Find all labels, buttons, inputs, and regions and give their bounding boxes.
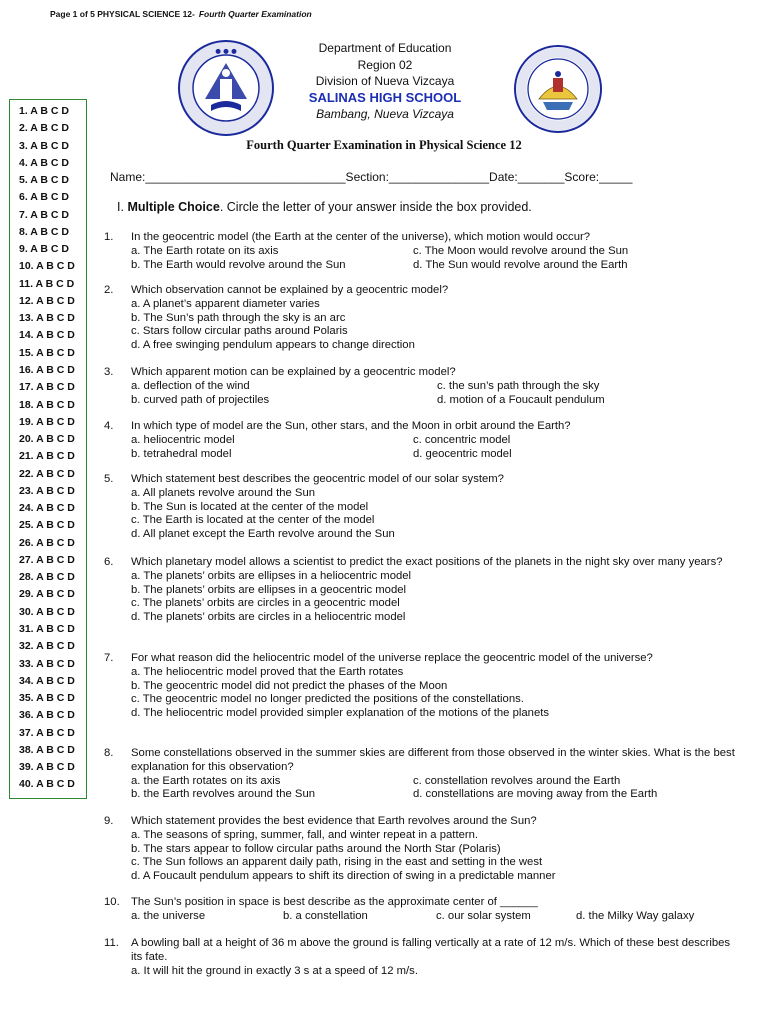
- answer-key-row[interactable]: 10. A B C D: [19, 260, 75, 273]
- choice-b[interactable]: b. The stars appear to follow circular paths around the North Star (Polaris): [131, 842, 501, 855]
- student-info-line[interactable]: Name:______________________________Section:_______________Date:_______Score:_____: [110, 170, 633, 184]
- choice-c[interactable]: c. our solar system: [436, 909, 531, 922]
- answer-key-row[interactable]: 40. A B C D: [19, 778, 75, 791]
- svg-text:● ● ●: ● ● ●: [215, 47, 237, 55]
- question-stem: Which planetary model allows a scientist to predict the exact positions of the planets in the night sky over many years?: [131, 556, 723, 568]
- answer-key-row[interactable]: 17. A B C D: [19, 381, 75, 394]
- choice-c[interactable]: c. The geocentric model no longer predicted the positions of the constellations.: [131, 693, 524, 706]
- answer-key-row[interactable]: 14. A B C D: [19, 329, 75, 342]
- choice-b[interactable]: b. The Sun is located at the center of the model: [131, 500, 369, 513]
- choice-c[interactable]: c. The planets’ orbits are circles in a geocentric model: [131, 597, 400, 610]
- choices: [131, 298, 744, 353]
- answer-key-row[interactable]: 30. A B C D: [19, 605, 75, 618]
- choice-c[interactable]: c. concentric model: [413, 433, 511, 446]
- choice-b[interactable]: b. The geocentric model did not predict the phases of the Moon: [131, 679, 448, 692]
- choice-b[interactable]: b. tetrahedral model: [131, 447, 232, 460]
- question-number: 7.: [104, 652, 114, 664]
- answer-key-row[interactable]: 12. A B C D: [19, 294, 75, 307]
- answer-key-row[interactable]: 27. A B C D: [19, 553, 75, 566]
- choice-d[interactable]: d. the Milky Way galaxy: [576, 909, 695, 922]
- choice-b[interactable]: b. The Earth would revolve around the Sun: [131, 258, 346, 271]
- answer-key-row[interactable]: 37. A B C D: [19, 726, 75, 739]
- choices: [131, 380, 744, 408]
- question-number: 10.: [104, 896, 120, 908]
- choice-b[interactable]: b. The planets’ orbits are ellipses in a geocentric model: [131, 583, 407, 596]
- choice-b[interactable]: b. the Earth revolves around the Sun: [131, 788, 316, 801]
- answer-key-row[interactable]: 16. A B C D: [19, 363, 75, 376]
- answer-key-row[interactable]: 23. A B C D: [19, 484, 75, 497]
- question-number: 1.: [104, 231, 114, 243]
- salinas-seal-logo: [513, 44, 603, 134]
- question-number: 4.: [104, 420, 114, 432]
- answer-key-row[interactable]: 31. A B C D: [19, 622, 75, 635]
- section-heading: [117, 200, 532, 214]
- answer-key-row[interactable]: 2. A B C D: [19, 122, 69, 135]
- section-title: Multiple Choice: [127, 200, 220, 214]
- question-5: [104, 473, 744, 542]
- answer-key-row[interactable]: 7. A B C D: [19, 208, 69, 221]
- question-7: [104, 652, 744, 721]
- question-number: 11.: [104, 937, 119, 949]
- division-line: Division of Nueva Vizcaya: [315, 74, 455, 88]
- question-stem: Which statement provides the best evidence that Earth revolves around the Sun?: [131, 815, 537, 827]
- choice-a[interactable]: a. All planets revolve around the Sun: [131, 486, 316, 499]
- question-stem: For what reason did the heliocentric model of the universe replace the geocentric model of the universe?: [131, 652, 653, 664]
- department-line: Department of Education: [318, 41, 452, 55]
- question-1: [104, 231, 744, 272]
- question-6: [104, 556, 744, 625]
- question-8: [104, 747, 744, 802]
- question-stem: The Sun’s position in space is best describe as the approximate center of ______: [131, 896, 538, 908]
- question-10: [104, 896, 744, 924]
- deped-seal-logo: [177, 39, 275, 137]
- choices: [131, 775, 744, 803]
- answer-key-row[interactable]: 3. A B C D: [19, 139, 69, 152]
- question-number: 5.: [104, 473, 114, 485]
- choice-a[interactable]: a. The Earth rotate on its axis: [131, 244, 279, 257]
- answer-key-row[interactable]: 5. A B C D: [19, 174, 69, 187]
- choices: [131, 245, 744, 273]
- question-number: 2.: [104, 284, 114, 296]
- answer-key-row[interactable]: 36. A B C D: [19, 709, 75, 722]
- answer-key-row[interactable]: 6. A B C D: [19, 191, 69, 204]
- answer-key-row[interactable]: 26. A B C D: [19, 536, 75, 549]
- answer-key-row[interactable]: 34. A B C D: [19, 674, 75, 687]
- choice-d[interactable]: d. The heliocentric model provided simpler explanation of the motions of the planets: [131, 707, 550, 720]
- choice-d[interactable]: d. A Foucault pendulum appears to shift its direction of swing in a predictable manner: [131, 870, 556, 883]
- choice-a[interactable]: a. The heliocentric model proved that the Earth rotates: [131, 665, 404, 678]
- question-2: [104, 284, 744, 353]
- answer-key-row[interactable]: 15. A B C D: [19, 346, 75, 359]
- choice-b[interactable]: b. curved path of projectiles: [131, 393, 270, 406]
- question-4: [104, 420, 744, 461]
- choice-d[interactable]: d. The Sun would revolve around the Earth: [413, 258, 628, 271]
- answer-key-row[interactable]: 9. A B C D: [19, 243, 69, 256]
- choice-c[interactable]: c. the sun’s path through the sky: [437, 379, 600, 392]
- choice-b[interactable]: b. The Sun’s path through the sky is an arc: [131, 311, 346, 324]
- answer-key-row[interactable]: 21. A B C D: [19, 450, 75, 463]
- question-number: 3.: [104, 366, 114, 378]
- answer-key-row[interactable]: 19. A B C D: [19, 415, 75, 428]
- choice-a[interactable]: a. heliocentric model: [131, 433, 235, 446]
- choices: [131, 434, 744, 462]
- question-stem: In which type of model are the Sun, other stars, and the Moon in orbit around the Earth?: [131, 420, 571, 432]
- question-stem: Which apparent motion can be explained by a geocentric model?: [131, 366, 456, 378]
- question-stem: Which statement best describes the geocentric model of our solar system?: [131, 473, 504, 485]
- page-header: [50, 9, 312, 19]
- answer-key-row[interactable]: 29. A B C D: [19, 588, 75, 601]
- answer-key-row[interactable]: 28. A B C D: [19, 571, 75, 584]
- choice-c[interactable]: c. constellation revolves around the Earth: [413, 774, 621, 787]
- answer-key-row[interactable]: 33. A B C D: [19, 657, 75, 670]
- choice-a[interactable]: a. A planet’s apparent diameter varies: [131, 297, 320, 310]
- answer-key-row[interactable]: 4. A B C D: [19, 156, 69, 169]
- answer-key-row[interactable]: 25. A B C D: [19, 519, 75, 532]
- choice-b[interactable]: b. a constellation: [283, 909, 368, 922]
- choice-a[interactable]: a. It will hit the ground in exactly 3 s at a speed of 12 m/s.: [131, 964, 418, 977]
- answer-box: [9, 99, 87, 799]
- region-line: Region 02: [357, 57, 413, 72]
- choice-c[interactable]: c. The Moon would revolve around the Sun: [413, 244, 629, 257]
- answer-key-row[interactable]: 18. A B C D: [19, 398, 75, 411]
- choice-a[interactable]: a. the universe: [131, 909, 206, 922]
- choice-a[interactable]: a. the Earth rotates on its axis: [131, 774, 281, 787]
- exam-label: Fourth Quarter Examination: [198, 9, 312, 19]
- choices: [131, 666, 744, 721]
- question-stem: In the geocentric model (the Earth at the center of the universe), which motion would occur?: [131, 231, 591, 243]
- question-number: 9.: [104, 815, 114, 827]
- question-stem: Some constellations observed in the summer skies are different from those observed in the winter skies. What is the best explanation for this observation?: [131, 747, 735, 773]
- choice-d[interactable]: d. A free swinging pendulum appears to change direction: [131, 339, 415, 352]
- answer-key-row[interactable]: 24. A B C D: [19, 502, 75, 515]
- choice-a[interactable]: a. deflection of the wind: [131, 379, 250, 392]
- choice-c[interactable]: c. The Earth is located at the center of the model: [131, 514, 375, 527]
- choices: [131, 829, 744, 884]
- answer-key-row[interactable]: 8. A B C D: [19, 225, 69, 238]
- choice-d[interactable]: d. The planets’ orbits are circles in a heliocentric model: [131, 611, 406, 624]
- answer-key-row[interactable]: 35. A B C D: [19, 692, 75, 705]
- choice-d[interactable]: d. geocentric model: [413, 447, 512, 460]
- answer-key-row[interactable]: 20. A B C D: [19, 433, 75, 446]
- school-name: SALINAS HIGH SCHOOL: [308, 89, 462, 105]
- choices: [131, 570, 744, 625]
- answer-key-row[interactable]: 11. A B C D: [19, 277, 75, 290]
- section-instruction: . Circle the letter of your answer inside the box provided.: [219, 200, 532, 214]
- section-number: I.: [117, 200, 124, 214]
- page-info: Page 1 of 5 PHYSICAL SCIENCE 12-: [50, 9, 195, 19]
- choice-d[interactable]: d. constellations are moving away from the Earth: [413, 788, 658, 801]
- choice-d[interactable]: d. All planet except the Earth revolve around the Sun: [131, 528, 395, 541]
- answer-key-row[interactable]: 39. A B C D: [19, 761, 75, 774]
- question-stem: A bowling ball at a height of 36 m above the ground is falling vertically at a rate of 12 m/s. Which of these best describes its fate.: [131, 937, 731, 963]
- answer-key-row[interactable]: 22. A B C D: [19, 467, 75, 480]
- answer-key-row[interactable]: 32. A B C D: [19, 640, 75, 653]
- question-number: 6.: [104, 556, 114, 568]
- answer-key-row[interactable]: 1. A B C D: [19, 105, 69, 117]
- exam-title: Fourth Quarter Examination in Physical Science 12: [246, 138, 522, 152]
- choices: [131, 910, 744, 924]
- school-header: [270, 40, 500, 123]
- answer-key-row[interactable]: 38. A B C D: [19, 743, 75, 756]
- answer-key-row[interactable]: 13. A B C D: [19, 312, 75, 325]
- choices: [131, 965, 744, 979]
- choice-a[interactable]: a. The seasons of spring, summer, fall, and winter repeat in a pattern.: [131, 828, 479, 841]
- choices: [131, 487, 744, 542]
- question-9: [104, 815, 744, 884]
- choice-d[interactable]: d. motion of a Foucault pendulum: [437, 393, 605, 406]
- school-location: Bambang, Nueva Vizcaya: [316, 107, 454, 121]
- question-3: [104, 366, 744, 407]
- choice-a[interactable]: a. The planets’ orbits are ellipses in a heliocentric model: [131, 569, 412, 582]
- question-number: 8.: [104, 747, 114, 759]
- choice-c[interactable]: c. Stars follow circular paths around Polaris: [131, 325, 348, 338]
- question-11: [104, 937, 744, 978]
- question-stem: Which observation cannot be explained by a geocentric model?: [131, 284, 449, 296]
- choice-c[interactable]: c. The Sun follows an apparent daily path, rising in the east and setting in the west: [131, 856, 543, 869]
